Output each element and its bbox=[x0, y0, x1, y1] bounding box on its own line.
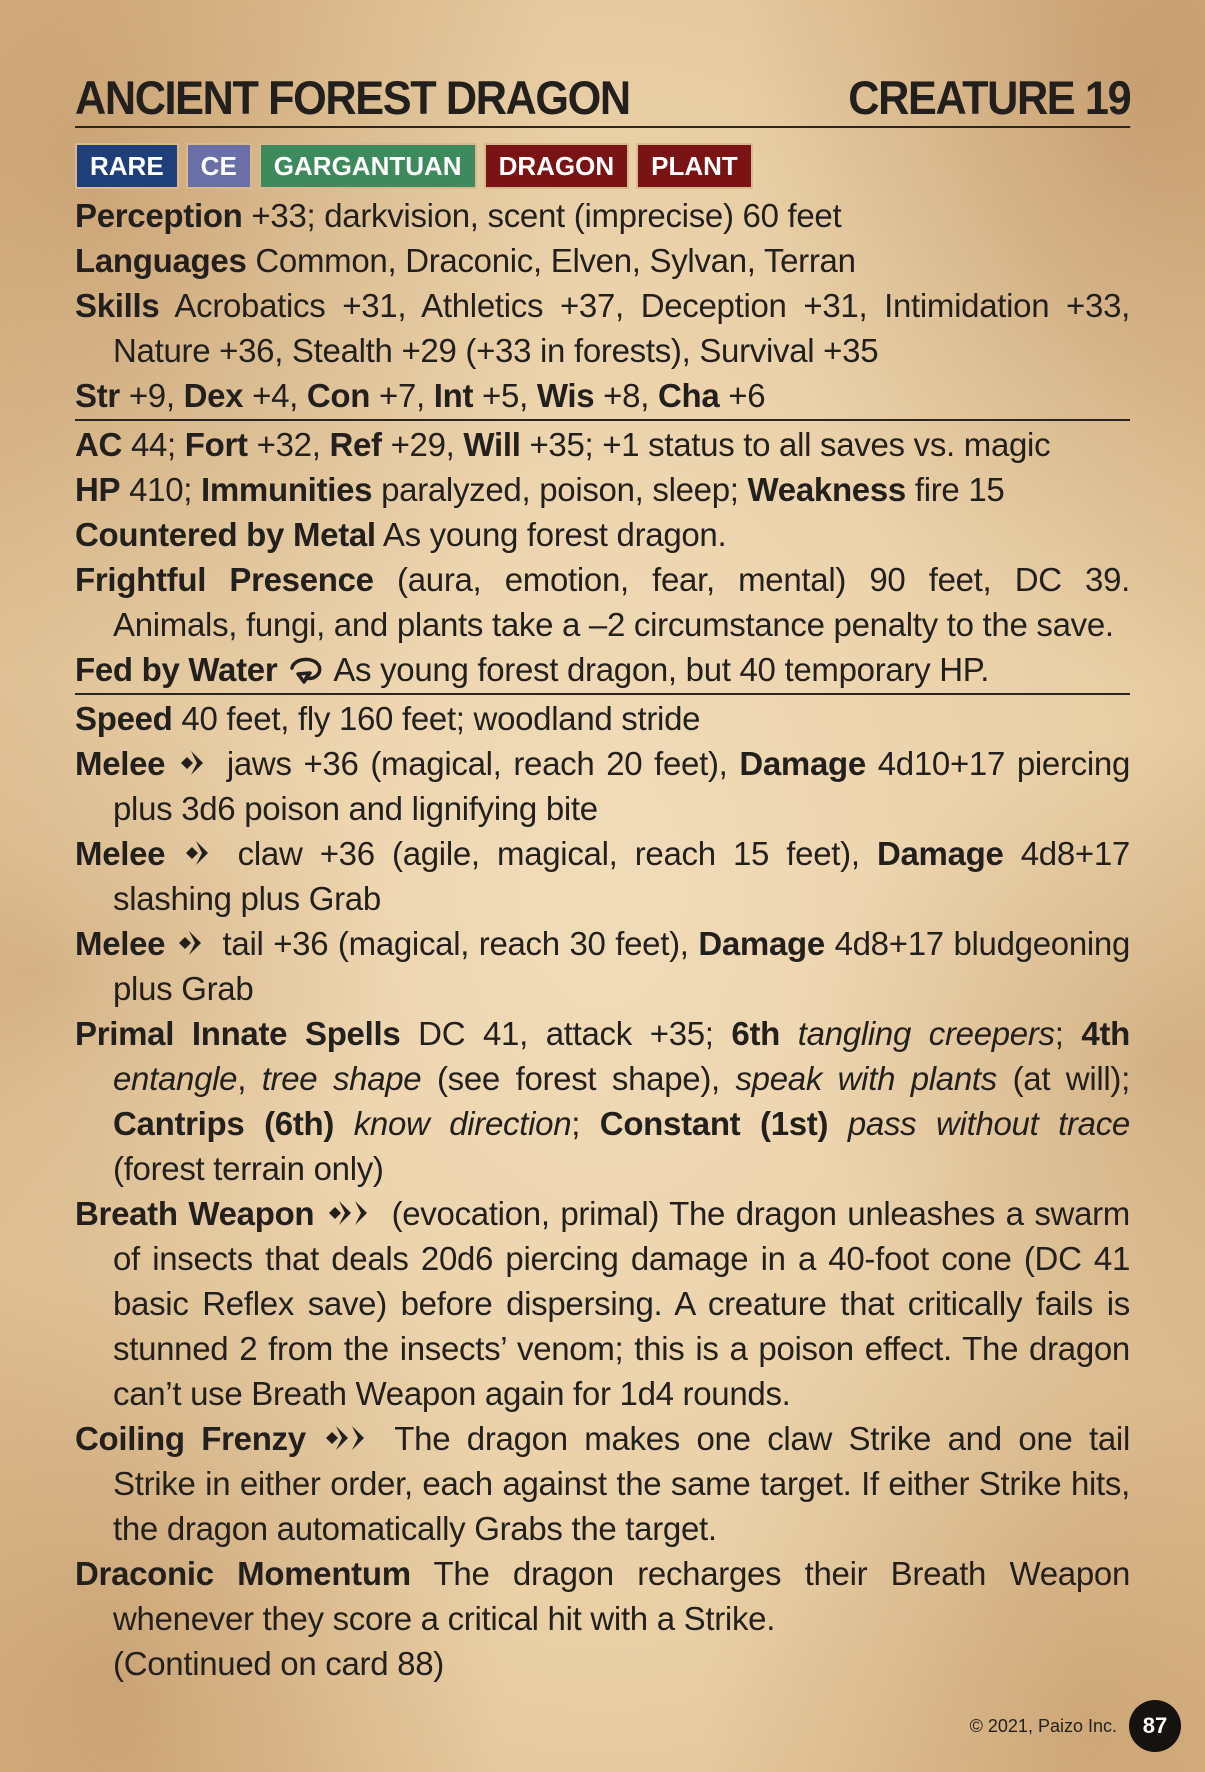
field-text: 4d10+17 piercing plus 3d6 poison and lignifying bite bbox=[113, 745, 1130, 827]
trait-plant: PLANT bbox=[636, 143, 753, 189]
trait-list bbox=[75, 143, 1130, 189]
field-text: jaws +36 (magical, reach 20 feet), bbox=[215, 745, 740, 782]
innate-spells-line bbox=[75, 1011, 1130, 1191]
field-text: DC 41, attack +35; bbox=[400, 1015, 732, 1052]
field-text: 4d8+17 slashing plus Grab bbox=[113, 835, 1130, 917]
field-label: Ref bbox=[329, 426, 382, 463]
field-text: +8, bbox=[594, 377, 658, 414]
field-text: claw +36 (agile, magical, reach 15 feet), bbox=[220, 835, 877, 872]
field-label: Will bbox=[463, 426, 521, 463]
field-label: Perception bbox=[75, 197, 243, 234]
saves-line bbox=[75, 422, 1130, 467]
field-label: Constant (1st) bbox=[599, 1105, 829, 1142]
field-label: Dex bbox=[183, 377, 244, 414]
melee-claw-line bbox=[75, 831, 1130, 921]
speed-line bbox=[75, 696, 1130, 741]
two-action-icon bbox=[322, 1423, 378, 1453]
field-text: Acrobatics +31, Athletics +37, Deception +31, Intimidation +33, Nature +36, Stealth +29 (+33 in forests), Survival +35 bbox=[113, 287, 1130, 369]
trait-alignment: CE bbox=[186, 143, 252, 189]
field-text: (evocation, primal) The dragon unleashes a swarm of insects that deals 20d6 piercing damage in a 40-foot cone (DC 41 basic Reflex save) before dispersing. A creature that critically fails is stunned 2 from the insects’ venom; this is a poison effect. The dragon can’t use Breath Weapon again for 1d4 rounds. bbox=[113, 1195, 1130, 1412]
page-number: 87 bbox=[1129, 1700, 1181, 1752]
field-text: fire 15 bbox=[905, 471, 1005, 508]
creature-level: CREATURE 19 bbox=[848, 71, 1131, 124]
field-label: Immunities bbox=[201, 471, 373, 508]
field-text: +6 bbox=[719, 377, 766, 414]
field-text: ; bbox=[571, 1105, 600, 1142]
field-text: , bbox=[237, 1060, 262, 1097]
field-label: Coiling Frenzy bbox=[75, 1420, 306, 1457]
field-text: +32, bbox=[247, 426, 330, 463]
countered-line bbox=[75, 512, 1130, 557]
trait-dragon: DRAGON bbox=[484, 143, 630, 189]
frightful-presence-line bbox=[75, 557, 1130, 647]
breath-weapon-line bbox=[75, 1191, 1130, 1416]
melee-tail-line bbox=[75, 921, 1130, 1011]
two-action-icon bbox=[325, 1198, 381, 1228]
field-text: (at will); bbox=[997, 1060, 1130, 1097]
field-text: speak with plants bbox=[735, 1060, 997, 1097]
languages-line bbox=[75, 238, 1130, 283]
perception-line bbox=[75, 193, 1130, 238]
ability-scores-line bbox=[75, 373, 1130, 418]
reaction-icon bbox=[286, 654, 326, 684]
field-text: Common, Draconic, Elven, Sylvan, Terran bbox=[246, 242, 856, 279]
divider bbox=[75, 693, 1130, 695]
field-label: Melee bbox=[75, 745, 166, 782]
title-row bbox=[75, 72, 1130, 128]
trait-size: GARGANTUAN bbox=[259, 143, 477, 189]
single-action-icon bbox=[182, 838, 220, 868]
coiling-frenzy-line bbox=[75, 1416, 1130, 1551]
field-text: 40 feet, fly 160 feet; woodland stride bbox=[172, 700, 701, 737]
field-label: Cha bbox=[657, 377, 720, 414]
field-text: 4d8+17 bludgeoning plus Grab bbox=[113, 925, 1131, 1007]
field-text: +35; +1 status to all saves vs. magic bbox=[520, 426, 1051, 463]
field-text: +5, bbox=[473, 377, 537, 414]
fed-by-water-line bbox=[75, 647, 1130, 692]
melee-jaws-line bbox=[75, 741, 1130, 831]
field-label: Str bbox=[75, 377, 120, 414]
field-label: Skills bbox=[75, 287, 160, 324]
field-text: +9, bbox=[119, 377, 184, 414]
divider bbox=[75, 419, 1130, 421]
field-label: AC bbox=[75, 426, 123, 463]
field-text: 410; bbox=[120, 471, 202, 508]
field-text: The dragon recharges their Breath Weapon whenever they score a critical hit with a Strike. bbox=[113, 1555, 1130, 1637]
field-text: As young forest dragon. bbox=[375, 516, 727, 553]
single-action-icon bbox=[177, 748, 215, 778]
field-label: Breath Weapon bbox=[75, 1195, 315, 1232]
field-label: 6th bbox=[731, 1015, 781, 1052]
field-text: (aura, emotion, fear, mental) 90 feet, DC 39. Animals, fungi, and plants take a –2 circumstance penalty to the save. bbox=[113, 561, 1131, 643]
field-text: tree shape bbox=[261, 1060, 422, 1097]
field-text: tangling creepers bbox=[797, 1015, 1055, 1052]
field-label: Damage bbox=[876, 835, 1004, 872]
field-text: +7, bbox=[370, 377, 434, 414]
field-text: entangle bbox=[113, 1060, 238, 1097]
field-label: Fed by Water bbox=[75, 651, 278, 688]
field-text: ; bbox=[1054, 1015, 1082, 1052]
field-label: Frightful Presence bbox=[75, 561, 374, 598]
single-action-icon bbox=[175, 928, 213, 958]
field-label: Primal Innate Spells bbox=[75, 1015, 401, 1052]
draconic-momentum-line bbox=[75, 1551, 1130, 1641]
field-label: Wis bbox=[536, 377, 595, 414]
field-label: Languages bbox=[75, 242, 247, 279]
creature-name: ANCIENT FOREST DRAGON bbox=[75, 71, 630, 124]
field-label: Int bbox=[433, 377, 474, 414]
field-label: Con bbox=[306, 377, 371, 414]
field-text: paralyzed, poison, sleep; bbox=[372, 471, 748, 508]
field-text: tail +36 (magical, reach 30 feet), bbox=[212, 925, 699, 962]
field-text: 44; bbox=[122, 426, 185, 463]
field-label: Countered by Metal bbox=[75, 516, 376, 553]
field-text: +33; darkvision, scent (imprecise) 60 feet bbox=[242, 197, 842, 234]
hp-line bbox=[75, 467, 1130, 512]
field-text: pass without trace bbox=[847, 1105, 1130, 1142]
field-label: 4th bbox=[1081, 1015, 1130, 1052]
footer bbox=[970, 1700, 1181, 1752]
field-label: Fort bbox=[184, 426, 248, 463]
field-text: (see forest shape), bbox=[421, 1060, 736, 1097]
field-label: Weakness bbox=[747, 471, 906, 508]
field-label: Damage bbox=[698, 925, 825, 962]
field-text: +29, bbox=[381, 426, 464, 463]
field-text: +4, bbox=[243, 377, 307, 414]
copyright: © 2021, Paizo Inc. bbox=[969, 1715, 1117, 1736]
stat-block bbox=[75, 72, 1130, 1686]
field-label: Speed bbox=[75, 700, 173, 737]
field-text: As young forest dragon, but 40 temporary HP. bbox=[326, 651, 990, 688]
trait-rare: RARE bbox=[75, 143, 179, 189]
continued-note: (Continued on card 88) bbox=[113, 1645, 444, 1682]
field-text: (forest terrain only) bbox=[113, 1150, 384, 1187]
field-text: The dragon makes one claw Strike and one tail Strike in either order, each against the same target. If either Strike hits, the dragon automatically Grabs the target. bbox=[113, 1420, 1130, 1547]
field-label: Melee bbox=[75, 835, 166, 872]
field-label: Cantrips (6th) bbox=[113, 1105, 335, 1142]
field-label: Draconic Momentum bbox=[75, 1555, 411, 1592]
field-text: know direction bbox=[353, 1105, 572, 1142]
field-label: Damage bbox=[739, 745, 866, 782]
field-label: Melee bbox=[75, 925, 166, 962]
skills-line bbox=[75, 283, 1130, 373]
field-label: HP bbox=[75, 471, 121, 508]
